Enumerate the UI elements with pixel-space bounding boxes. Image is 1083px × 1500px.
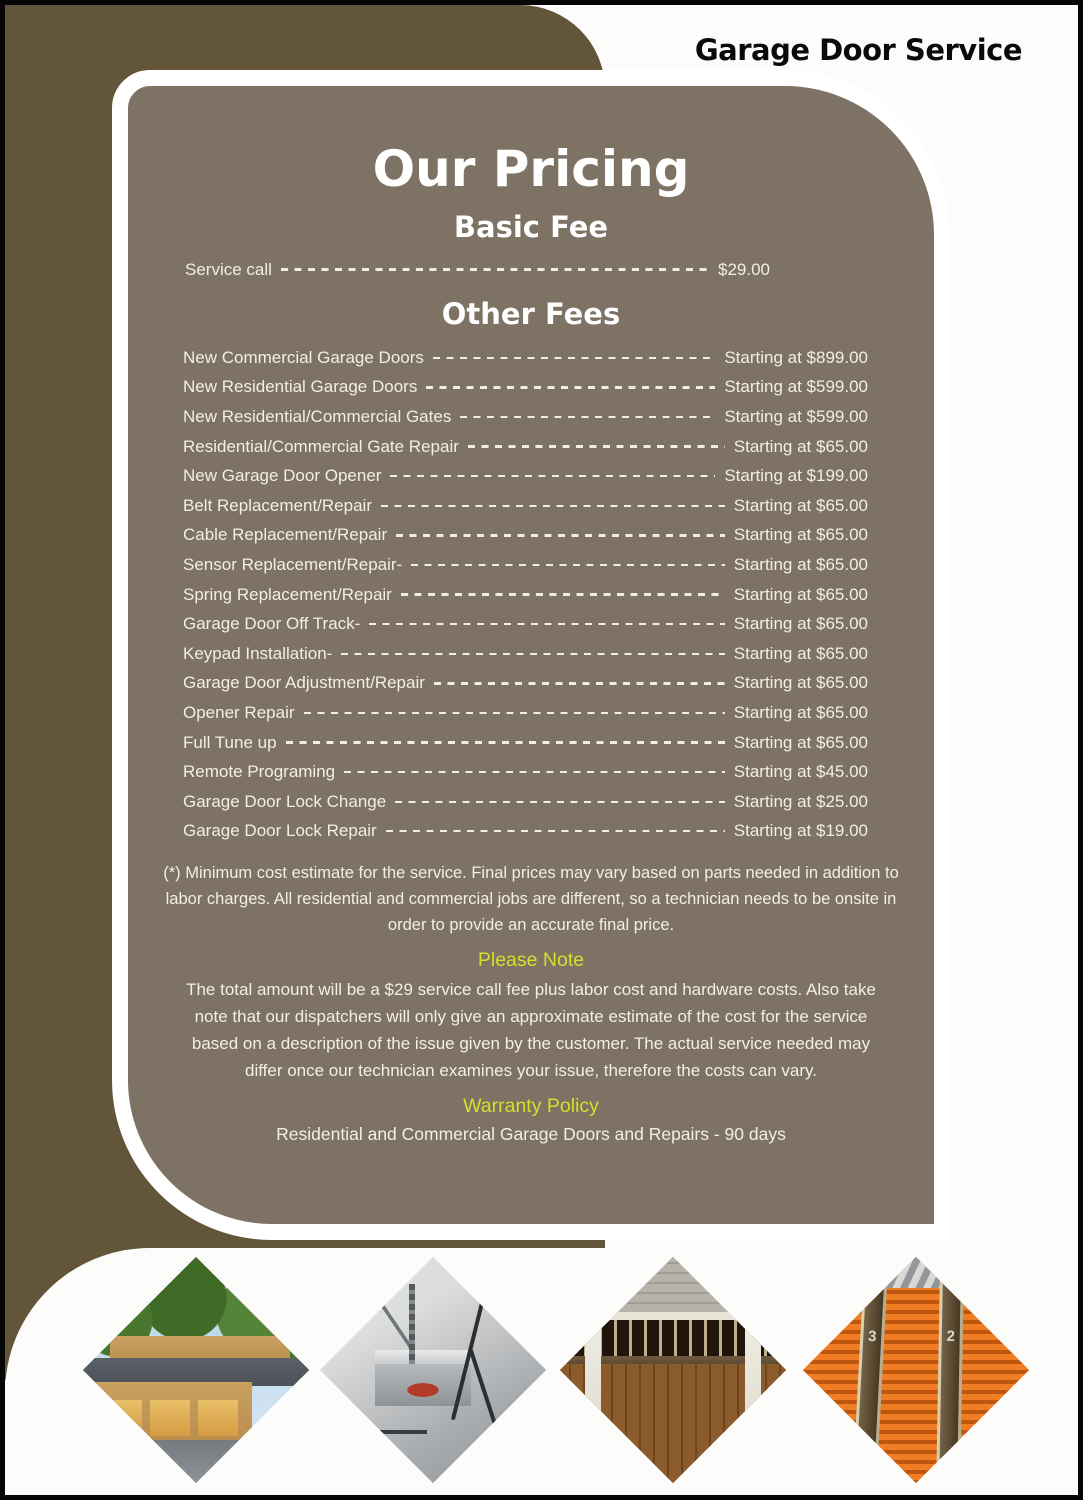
- fee-price: $29.00: [718, 259, 770, 279]
- fee-price: Starting at $65.00: [733, 554, 868, 574]
- please-note-text: The total amount will be a $29 service call fee plus labor cost and hardware costs. Also take note that our dispatchers will only give an approximate estimate of the cost for the service based on a description of the issue given by the customer. The actual service needed may differ once our technician examines your issue, therefore the costs can vary.: [186, 980, 876, 1081]
- basic-fee-heading: Basic Fee: [453, 210, 609, 244]
- fee-label: New Commercial Garage Doors: [183, 347, 424, 367]
- fee-label: Service call: [185, 259, 272, 279]
- basic-fee-row: [185, 256, 770, 283]
- fee-row: [183, 402, 868, 432]
- fee-label: Garage Door Adjustment/Repair: [183, 673, 425, 693]
- fee-price: Starting at $65.00: [733, 495, 868, 515]
- fee-price: Starting at $65.00: [733, 702, 868, 722]
- fee-row: [183, 728, 868, 758]
- fee-row: [183, 461, 868, 491]
- dash-leader: [344, 771, 725, 773]
- fee-price: Starting at $65.00: [733, 614, 868, 634]
- fee-price: Starting at $599.00: [724, 406, 868, 426]
- fee-row: [183, 698, 868, 728]
- fee-label: Belt Replacement/Repair: [183, 495, 372, 515]
- please-note-heading: Please Note: [477, 949, 585, 972]
- dash-leader: [396, 534, 725, 536]
- dash-leader: [369, 623, 724, 625]
- warranty-policy-heading: Warranty Policy: [463, 1095, 599, 1118]
- fee-price: Starting at $899.00: [724, 347, 868, 367]
- pricing-panel: [112, 70, 950, 1240]
- fee-row: [183, 550, 868, 580]
- fee-row: [183, 669, 868, 699]
- fee-label: Opener Repair: [183, 702, 295, 722]
- warranty-text: Residential and Commercial Garage Doors and Repairs - 90 days: [276, 1124, 786, 1145]
- fee-label: Garage Door Lock Change: [183, 791, 387, 811]
- fee-price: Starting at $45.00: [733, 762, 868, 782]
- fee-row: [183, 580, 868, 610]
- fee-price: Starting at $65.00: [733, 643, 868, 663]
- fee-price: Starting at $19.00: [733, 821, 868, 841]
- fee-label: New Residential Garage Doors: [183, 377, 418, 397]
- fee-price: Starting at $65.00: [733, 584, 868, 604]
- fee-row: [183, 432, 868, 462]
- fee-price: Starting at $65.00: [733, 436, 868, 456]
- dash-leader: [281, 268, 709, 270]
- page-background: [5, 5, 1078, 1495]
- fee-price: Starting at $65.00: [733, 732, 868, 752]
- dash-leader: [433, 357, 715, 359]
- storage-unit-number: 3: [867, 1327, 877, 1346]
- disclaimer-text: (*) Minimum cost estimate for the service. Final prices may vary based on parts needed in addition to labor charges. All residential and commercial jobs are different, so a technician needs to be onsite in order to provide an accurate final price.: [163, 864, 899, 935]
- fee-row: [183, 757, 868, 787]
- fee-price: Starting at $199.00: [724, 466, 868, 486]
- dash-leader: [434, 682, 725, 684]
- fee-label: New Garage Door Opener: [183, 466, 382, 486]
- dash-leader: [401, 593, 725, 595]
- fee-row: [183, 521, 868, 551]
- fee-label: Full Tune up: [183, 732, 277, 752]
- fee-row: [183, 639, 868, 669]
- dash-leader: [390, 475, 715, 477]
- fee-row: [183, 343, 868, 373]
- fee-label: New Residential/Commercial Gates: [183, 406, 452, 426]
- dash-leader: [411, 564, 725, 566]
- fee-row: [183, 491, 868, 521]
- fee-price: Starting at $65.00: [733, 673, 868, 693]
- dash-leader: [395, 801, 725, 803]
- fee-label: Spring Replacement/Repair: [183, 584, 392, 604]
- fee-row: [183, 609, 868, 639]
- dash-leader: [341, 653, 724, 655]
- fee-label: Garage Door Off Track-: [183, 614, 361, 634]
- dash-leader: [460, 416, 715, 418]
- brand-title: Garage Door Service: [694, 33, 1022, 67]
- fee-row: [183, 817, 868, 847]
- dash-leader: [386, 830, 725, 832]
- dash-leader: [426, 386, 715, 388]
- page-title: Our Pricing: [372, 140, 690, 198]
- dash-leader: [381, 505, 725, 507]
- fee-label: Residential/Commercial Gate Repair: [183, 436, 459, 456]
- dash-leader: [304, 712, 725, 714]
- fee-label: Sensor Replacement/Repair-: [183, 554, 403, 574]
- fee-list: [128, 331, 934, 846]
- fee-row: [183, 373, 868, 403]
- dash-leader: [286, 741, 725, 743]
- fee-label: Remote Programing: [183, 762, 336, 782]
- fee-label: Keypad Installation-: [183, 643, 333, 663]
- opener-rail: [409, 1284, 415, 1364]
- other-fees-heading: Other Fees: [441, 297, 621, 331]
- dash-leader: [468, 445, 725, 447]
- fee-label: Cable Replacement/Repair: [183, 525, 388, 545]
- fee-price: Starting at $25.00: [733, 791, 868, 811]
- fee-row: [183, 787, 868, 817]
- fee-price: Starting at $599.00: [724, 377, 868, 397]
- fee-label: Garage Door Lock Repair: [183, 821, 377, 841]
- fee-price: Starting at $65.00: [733, 525, 868, 545]
- storage-unit-number: 2: [946, 1327, 956, 1346]
